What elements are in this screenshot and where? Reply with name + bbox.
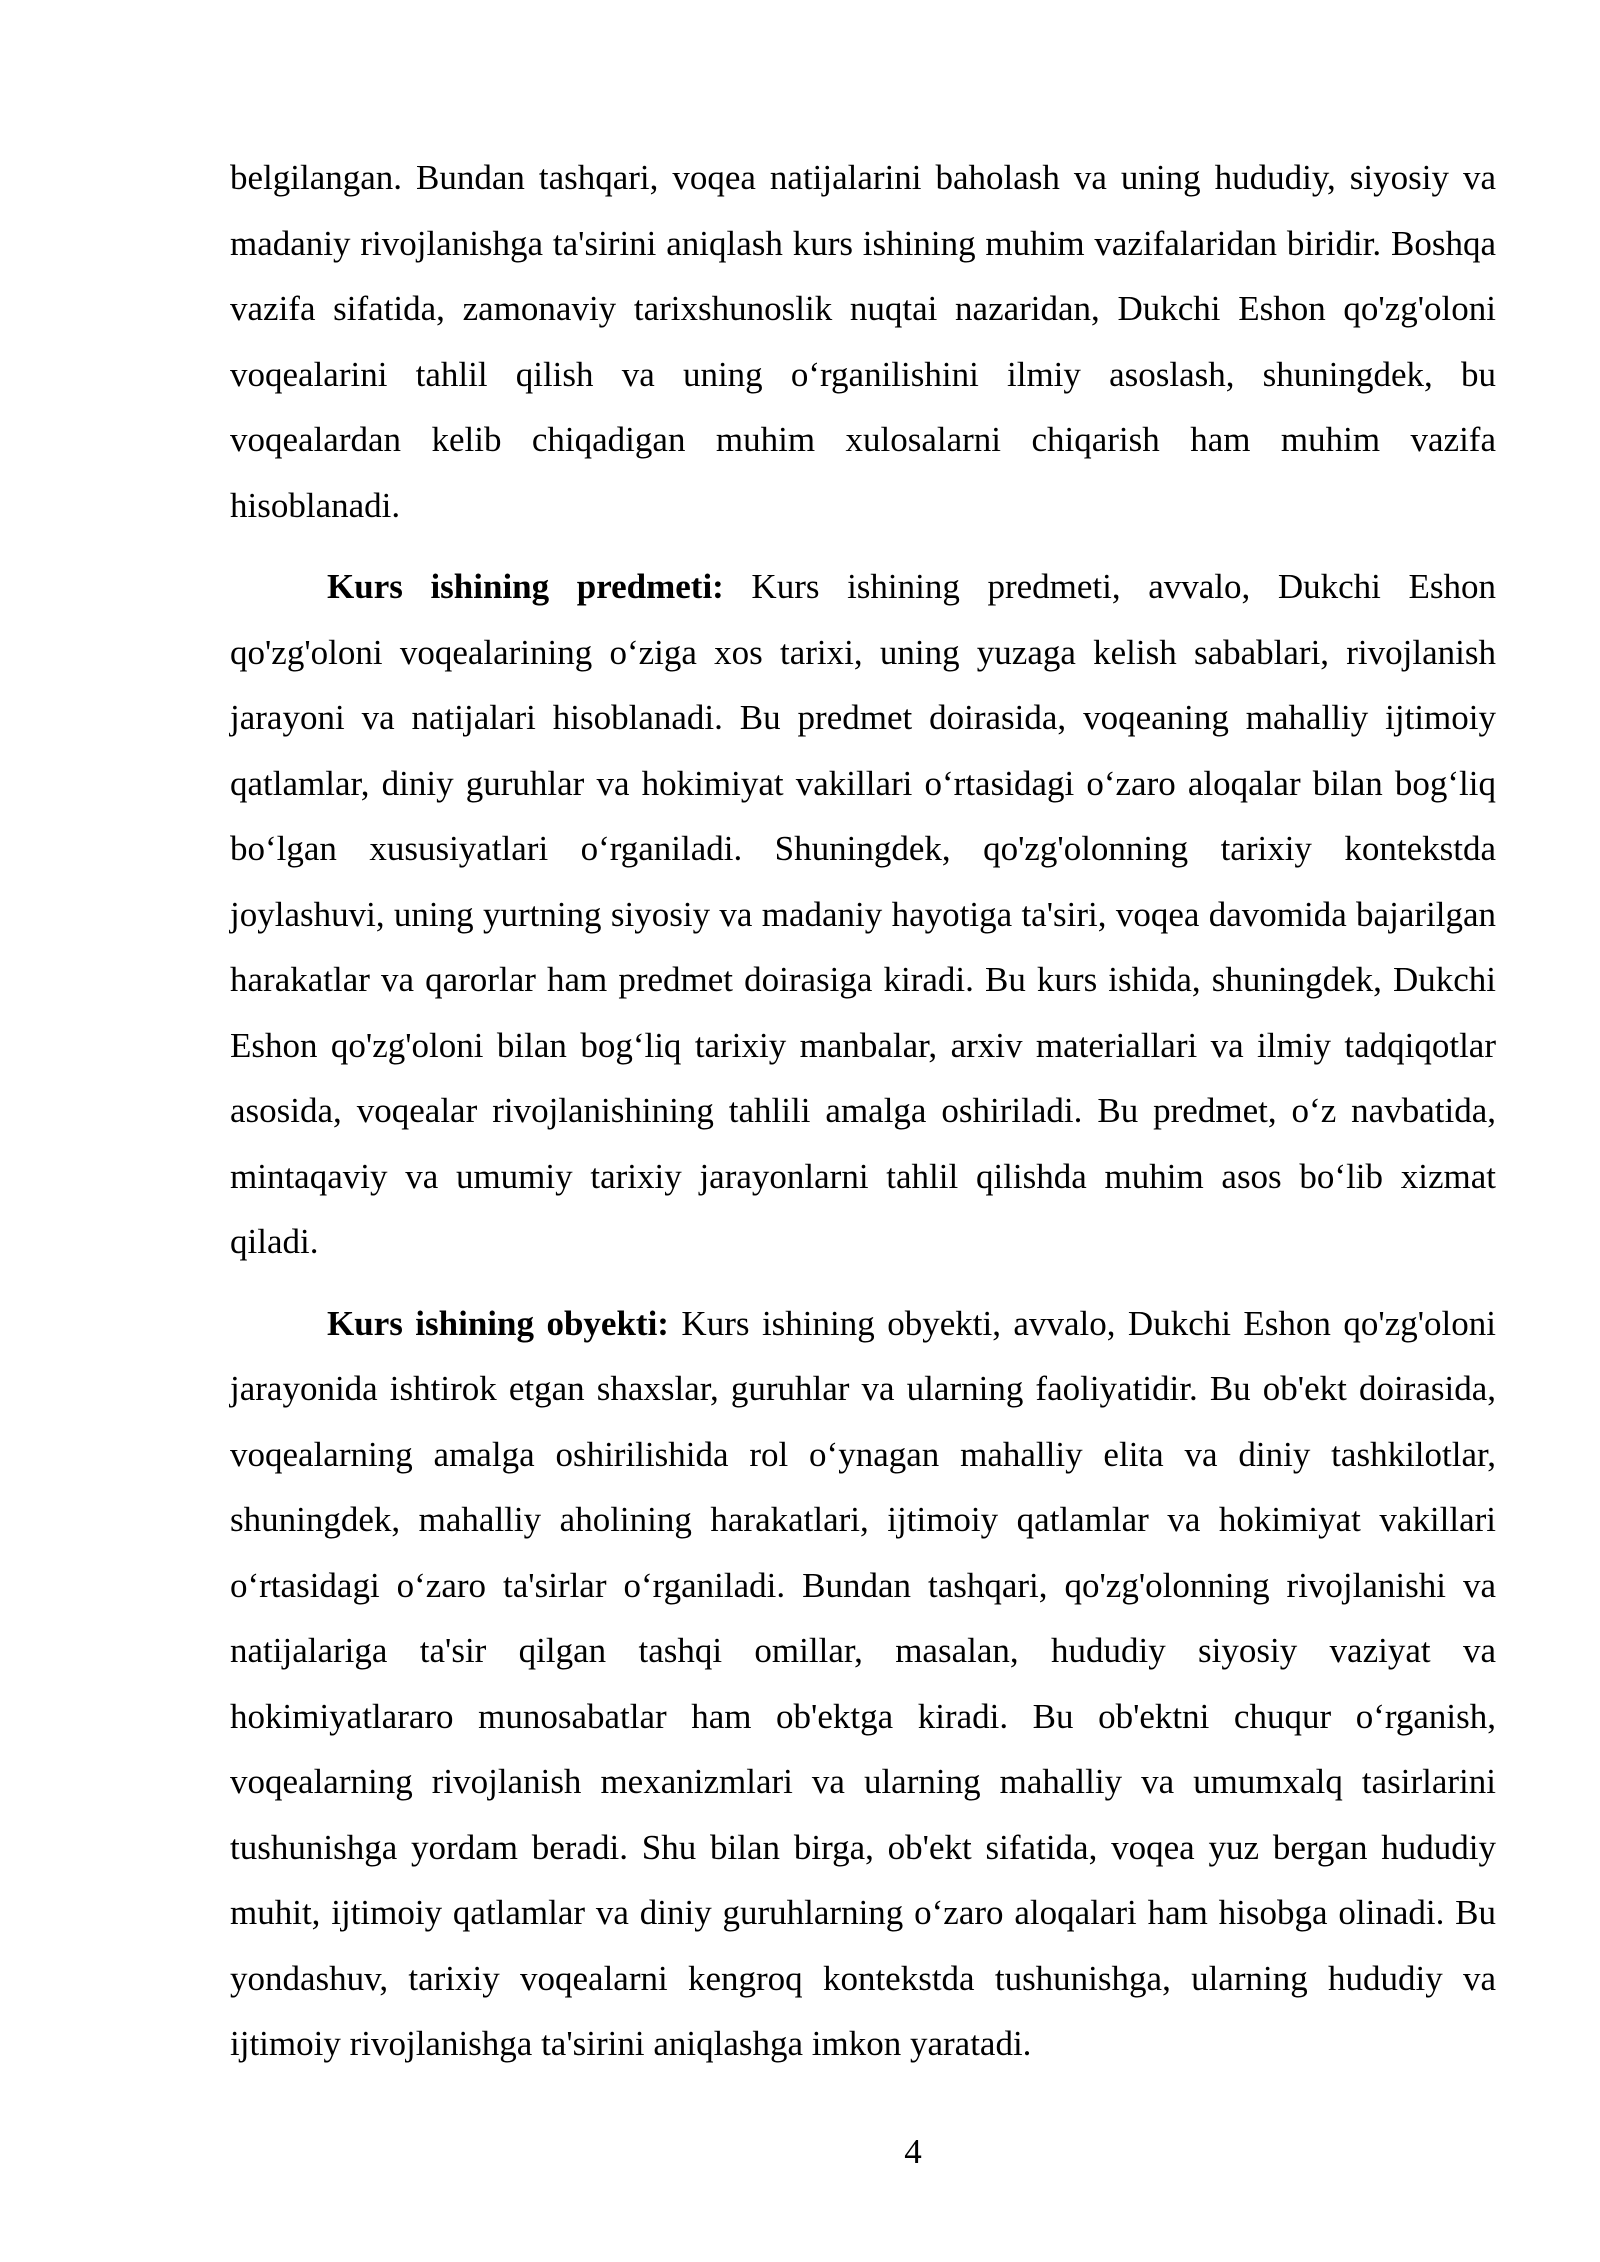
- document-page: [230, 145, 1496, 2077]
- paragraph-text: belgilangan. Bundan tashqari, voqea natijalarini baholash va uning hududiy, siyosiy va madaniy rivojlanishga ta'sirini aniqlash kurs ishining muhim vazifalaridan biridir. Boshqa vazifa sifatida, zamonaviy tarixshunoslik nuqtai nazaridan, Dukchi Eshon qo'zg'oloni voqealarini tahlil qilish va uning o‘rganilishini ilmiy asoslash, shuningdek, bu voqealardan kelib chiqadigan muhim xulosalarni chiqarish ham muhim vazifa hisoblanadi.: [230, 158, 1496, 525]
- paragraph-text: Kurs ishining obyekti, avvalo, Dukchi Eshon qo'zg'oloni jarayonida ishtirok etgan shaxslar, guruhlar va ularning faoliyatidir. Bu ob'ekt doirasida, voqealarning amalga oshirilishida rol o‘ynagan mahalliy elita va diniy tashkilotlar, shuningdek, mahalliy aholining harakatlari, ijtimoiy qatlamlar va hokimiyat vakillari o‘rtasidagi o‘zaro ta'sirlar o‘rganiladi. Bundan tashqari, qo'zg'olonning rivojlanishi va natijalariga ta'sir qilgan tashqi omillar, masalan, hududiy siyosiy vaziyat va hokimiyatlararo munosabatlar ham ob'ektga kiradi. Bu ob'ektni chuqur o‘rganish, voqealarning rivojlanish mexanizmlari va ularning mahalliy va umumxalq tasirlarini tushunishga yordam beradi. Shu bilan birga, ob'ekt sifatida, voqea yuz bergan hududiy muhit, ijtimoiy qatlamlar va diniy guruhlarning o‘zaro aloqalari ham hisobga olinadi. Bu yondashuv, tarixiy voqealarni kengroq kontekstda tushunishga, ularning hududiy va ijtimoiy rivojlanishga ta'sirini aniqlashga imkon yaratadi.: [230, 1303, 1496, 2063]
- paragraph-text: Kurs ishining predmeti, avvalo, Dukchi Eshon qo'zg'oloni voqealarining o‘ziga xos tarixi, uning yuzaga kelish sabablari, rivojlanish jarayoni va natijalari hisoblanadi. Bu predmet doirasida, voqeaning mahalliy ijtimoiy qatlamlar, diniy guruhlar va hokimiyat vakillari o‘rtasidagi o‘zaro aloqalar bilan bog‘liq bo‘lgan xususiyatlari o‘rganiladi. Shuningdek, qo'zg'olonning tarixiy kontekstda joylashuvi, uning yurtning siyosiy va madaniy hayotiga ta'siri, voqea davomida bajarilgan harakatlar va qarorlar ham predmet doirasiga kiradi. Bu kurs ishida, shuningdek, Dukchi Eshon qo'zg'oloni bilan bog‘liq tarixiy manbalar, arxiv materiallari va ilmiy tadqiqotlar asosida, voqealar rivojlanishining tahlili amalga oshiriladi. Bu predmet, o‘z navbatida, mintaqaviy va umumiy tarixiy jarayonlarni tahlil qilishda muhim asos bo‘lib xizmat qiladi.: [230, 567, 1496, 1261]
- paragraph-tasks-continued: [230, 145, 1496, 538]
- page-number: 4: [904, 2132, 922, 2171]
- paragraph-heading-subject: Kurs ishining predmeti:: [327, 567, 724, 606]
- paragraph-object: [230, 1291, 1496, 2077]
- paragraph-subject: [230, 554, 1496, 1275]
- paragraph-heading-object: Kurs ishining obyekti:: [327, 1303, 669, 1343]
